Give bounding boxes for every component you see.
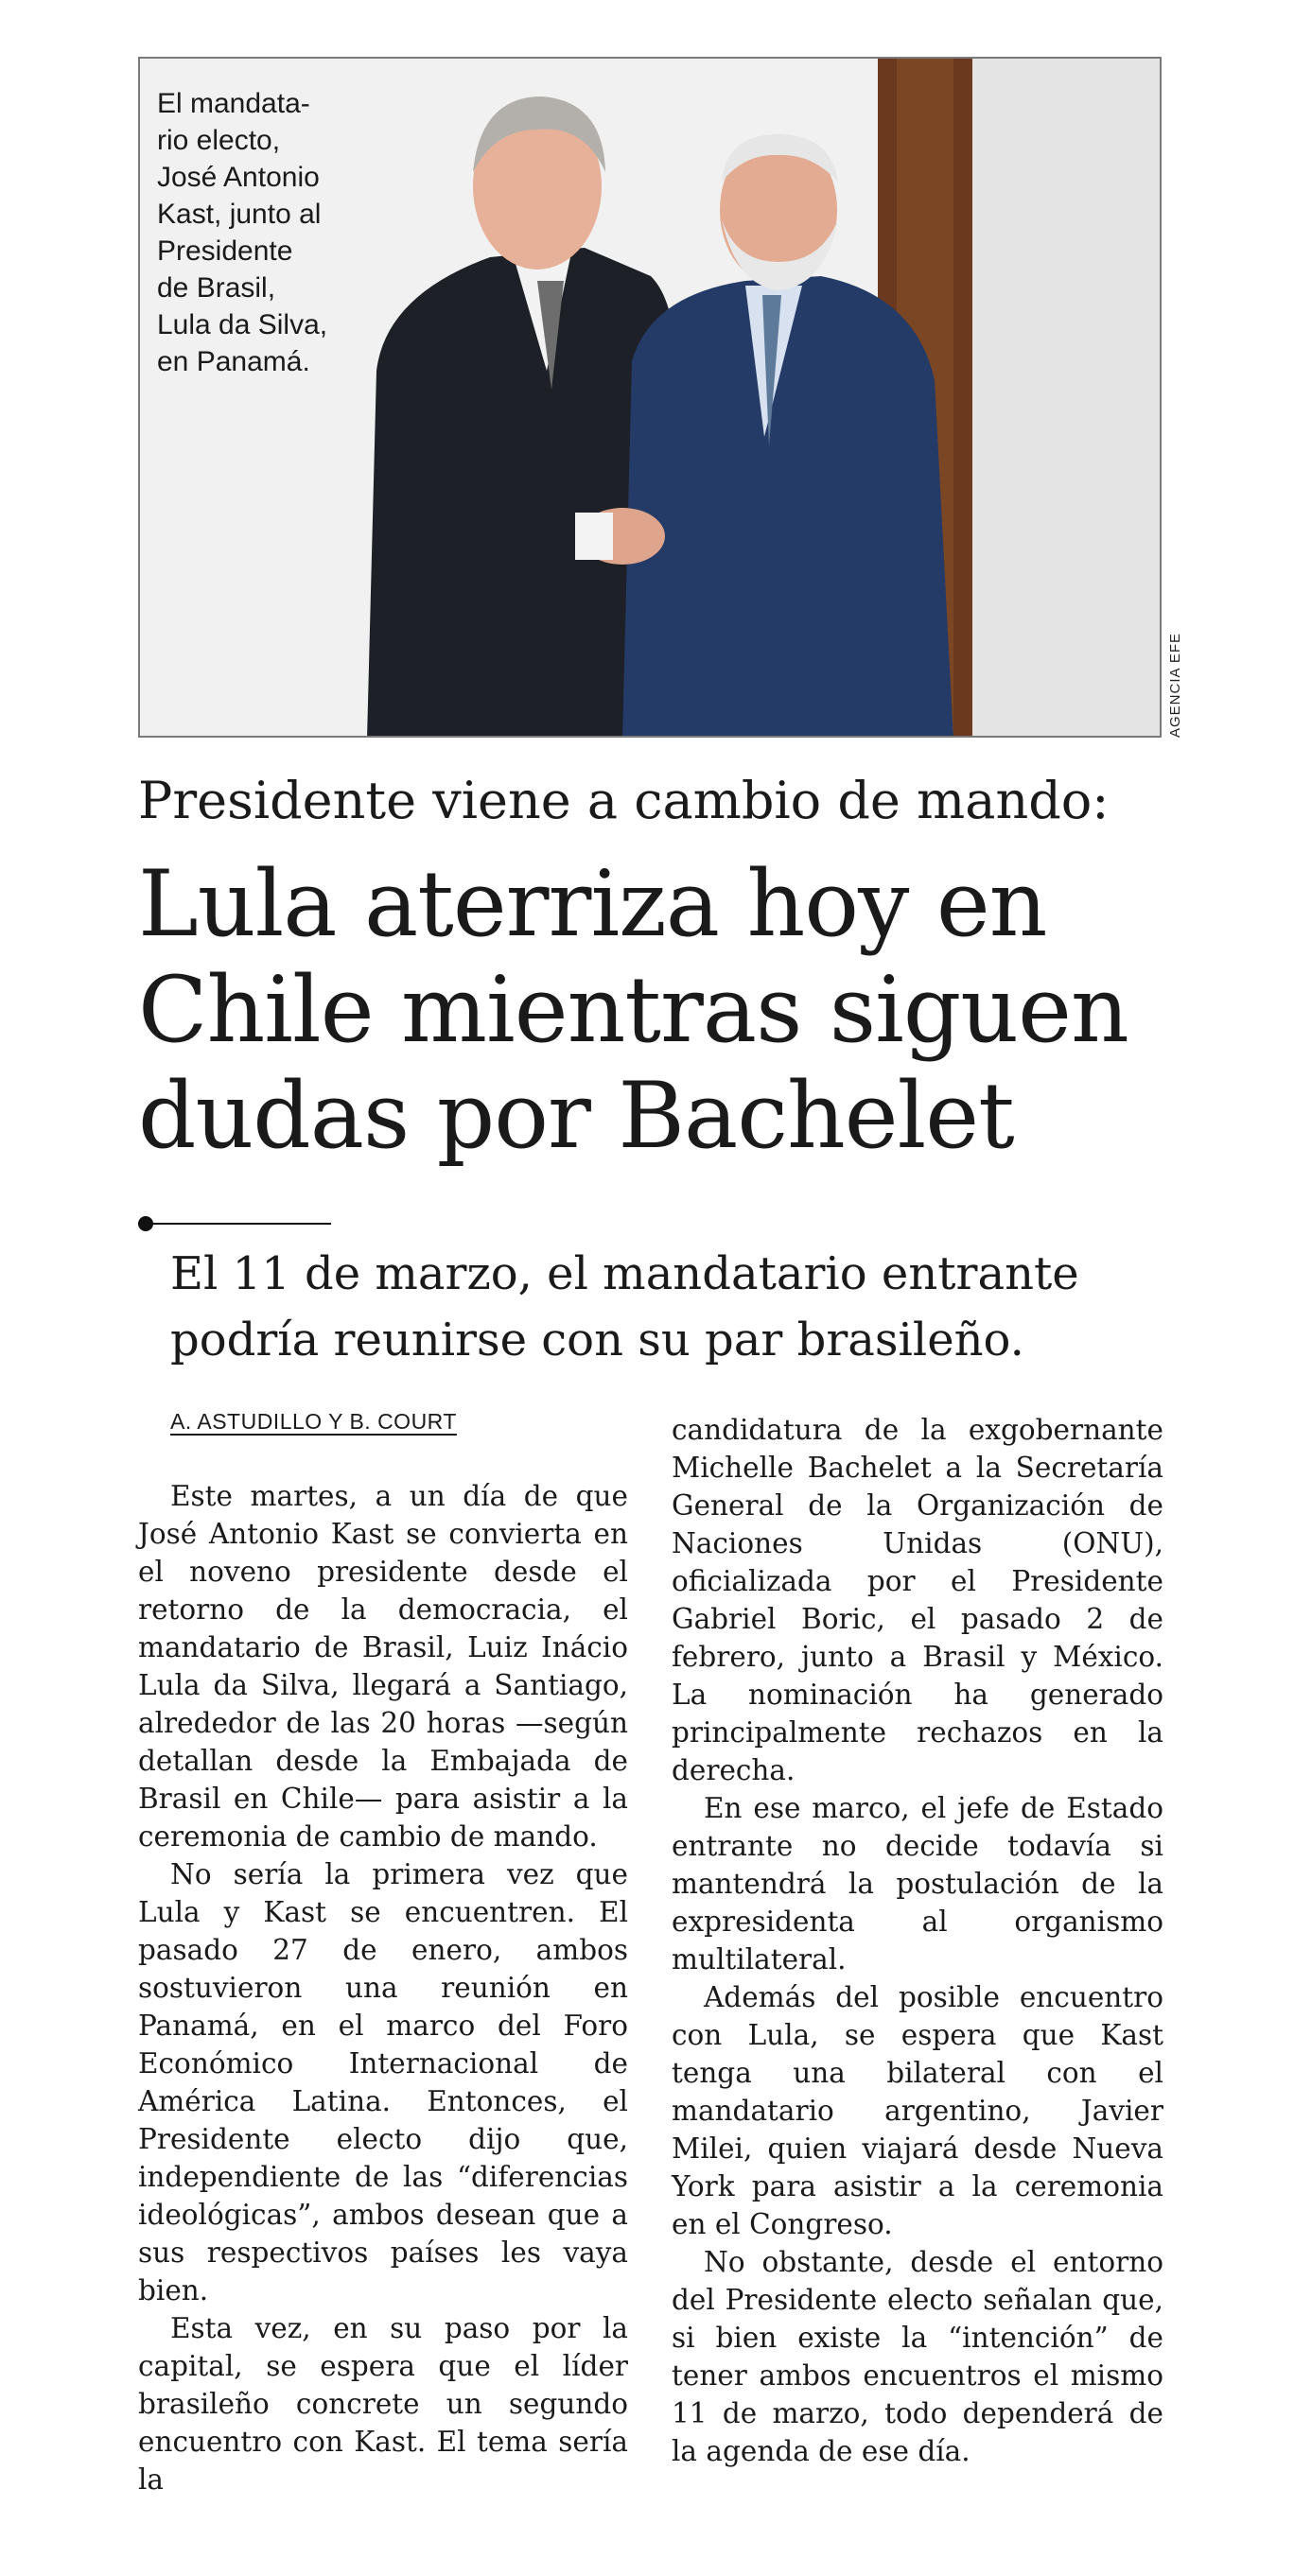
paragraph: Además del posible encuentro con Lula, se espera que Kast tenga una bilateral con el mandatario argentino, Javier Milei, quien viajará desde Nueva York para asistir a la ceremonia en el Congreso. (672, 1981, 1163, 2240)
photo-credit: AGENCIA EFE (1167, 632, 1183, 738)
byline: A. ASTUDILLO Y B. COURT (170, 1409, 457, 1434)
body-column-right (672, 1411, 1163, 2470)
paragraph: No sería la primera vez que Lula y Kast se encuentren. El pasado 27 de enero, ambos sostuvieron una reunión en Panamá, en el marco del Foro Económico Internacional de América Latina. Entonces, el Presidente electo dijo que, independiente de las “diferencias ideológicas”, ambos desean que a sus respectivos países les vaya bien. (138, 1858, 628, 2306)
paragraph: En ese marco, el jefe de Estado entrante no decide todavía si mantendrá la postulación de la expresidenta al organismo multilateral. (672, 1792, 1163, 1976)
deck: El 11 de marzo, el mandatario entrante podría reunirse con su par brasileño. (170, 1247, 1079, 1366)
news-photo (138, 57, 1162, 738)
body-column-left (138, 1477, 628, 2498)
paragraph: No obstante, desde el entorno del Presidente electo señalan que, si bien existe la “intención” de tener ambos encuentros el mismo 11 de marzo, todo dependerá de la agenda de ese día. (672, 2246, 1163, 2467)
headline: Lula aterriza hoy en Chile mientras siguen dudas por Bachelet (138, 851, 1128, 1169)
kicker: Presidente viene a cambio de mando: (138, 771, 1110, 830)
paragraph: Esta vez, en su paso por la capital, se espera que el líder brasileño concrete un segundo encuentro con Kast. El tema sería la (138, 2312, 628, 2496)
paragraph: Este martes, a un día de que José Antonio Kast se convierta en el noveno presidente desde el retorno de la democracia, el mandatario de Brasil, Luiz Inácio Lula da Silva, llegará a Santiago, alrededor de las 20 horas —según detallan desde la Embajada de Brasil en Chile— para asistir a la ceremonia de cambio de mando. (138, 1480, 628, 1853)
photo-caption: El mandata- rio electo, José Antonio Kast, junto al Presidente de Brasil, Lula da Silva, en Panamá. (157, 88, 328, 377)
paragraph: candidatura de la exgobernante Michelle Bachelet a la Secretaría General de la Organización de Naciones Unidas (ONU), oficializada por el Presidente Gabriel Boric, el pasado 2 de febrero, junto a Brasil y México. La nominación ha generado principalmente rechazos en la derecha. (672, 1414, 1163, 1786)
rule-line (151, 1223, 331, 1225)
